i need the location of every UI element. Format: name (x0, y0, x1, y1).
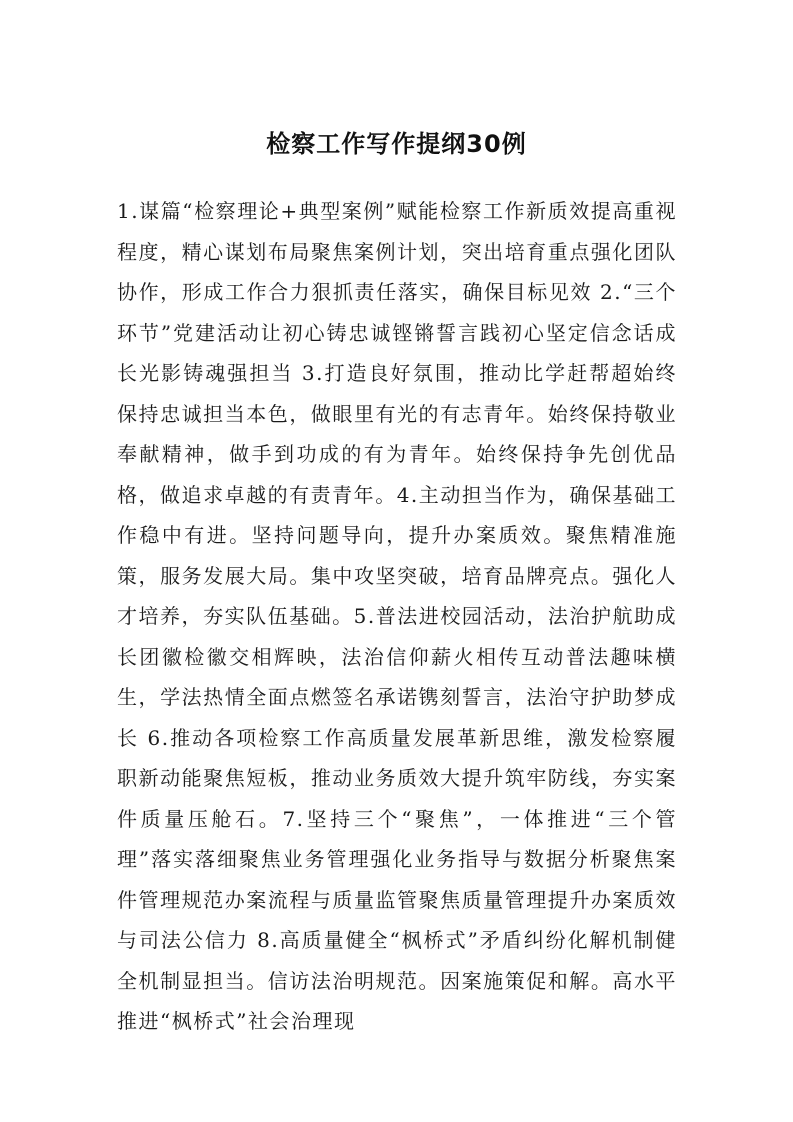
document-title: 检察工作写作提纲30例 (266, 130, 527, 158)
document-body: 1.谋篇“检察理论+典型案例”赋能检察工作新质效提高重视程度，精心谋划布局聚焦案例计划，突出培育重点强化团队协作，形成工作合力狠抓责任落实，确保目标见效 2.“三个环节”党建活动让初心铸忠诚铿锵誓言践初心坚定信念话成长光影铸魂强担当 3.打造良好氛围，推动比学赶帮超始终保持忠诚担当本色，做眼里有光的有志青年。始终保持敬业奉献精神，做手到功成的有为青年。始终保持争先创优品格，做追求卓越的有责青年。4.主动担当作为，确保基础工作稳中有进。坚持问题导向，提升办案质效。聚焦精准施策，服务发展大局。集中攻坚突破，培育品牌亮点。强化人才培养，夯实队伍基础。5.普法进校园活动，法治护航助成长团徽检徽交相辉映，法治信仰薪火相传互动普法趣味横生，学法热情全面点燃签名承诺镌刻誓言，法治守护助梦成长 6.推动各项检察工作高质量发展革新思维，激发检察履职新动能聚焦短板，推动业务质效大提升筑牢防线，夯实案件质量压舱石。7.坚持三个“聚焦”，一体推进“三个管理”落实落细聚焦业务管理强化业务指导与数据分析聚焦案件管理规范办案流程与质量监管聚焦质量管理提升办案质效与司法公信力 8.高质量健全“枫桥式”矛盾纠纷化解机制健全机制显担当。信访法治明规范。因案施策促和解。高水平推进“枫桥式”社会治理现 (117, 199, 677, 1033)
